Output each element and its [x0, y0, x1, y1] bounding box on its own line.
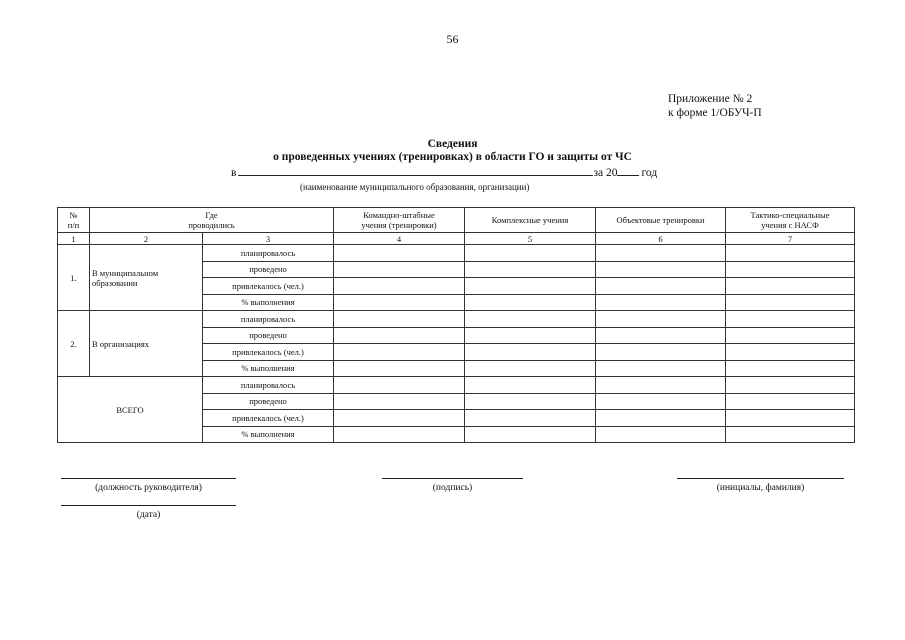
data-cell[interactable]	[465, 360, 596, 377]
year-suffix: год	[641, 167, 658, 179]
data-cell[interactable]	[334, 311, 465, 328]
name-signature-line[interactable]	[677, 478, 844, 479]
column-number: 6	[596, 233, 726, 245]
row-place: В организациях	[90, 311, 203, 377]
data-cell[interactable]	[465, 344, 596, 361]
row-label: проведено	[203, 327, 334, 344]
data-cell[interactable]	[726, 426, 855, 443]
row-index: 1.	[58, 245, 90, 311]
data-cell[interactable]	[726, 377, 855, 394]
table-row	[58, 311, 855, 328]
data-cell[interactable]	[334, 261, 465, 278]
header-complex: Комплексные учения	[465, 208, 596, 233]
data-cell[interactable]	[334, 410, 465, 427]
data-cell[interactable]	[465, 426, 596, 443]
row-label: % выполнения	[203, 294, 334, 311]
document-subtitle: о проведенных учениях (тренировках) в области ГО и защиты от ЧС	[273, 151, 632, 163]
data-cell[interactable]	[465, 261, 596, 278]
column-number: 5	[465, 233, 596, 245]
prefix-text: в	[231, 167, 237, 179]
data-cell[interactable]	[596, 344, 726, 361]
data-cell[interactable]	[726, 245, 855, 262]
data-cell[interactable]	[334, 426, 465, 443]
data-cell[interactable]	[334, 377, 465, 394]
header-object: Объектовые тренировки	[596, 208, 726, 233]
data-cell[interactable]	[465, 245, 596, 262]
data-cell[interactable]	[334, 245, 465, 262]
data-cell[interactable]	[596, 245, 726, 262]
data-cell[interactable]	[726, 327, 855, 344]
page-number: 56	[446, 32, 459, 46]
row-label: планировалось	[203, 311, 334, 328]
data-cell[interactable]	[726, 278, 855, 295]
data-cell[interactable]	[465, 278, 596, 295]
data-cell[interactable]	[596, 311, 726, 328]
data-cell[interactable]	[596, 278, 726, 295]
date-signature-line[interactable]	[61, 505, 236, 506]
signature-line[interactable]	[382, 478, 523, 479]
data-cell[interactable]	[596, 393, 726, 410]
organization-hint: (наименование муниципального образования, организации)	[300, 182, 530, 192]
appendix-line-2: к форме 1/ОБУЧ-П	[668, 107, 762, 119]
data-cell[interactable]	[726, 261, 855, 278]
data-cell[interactable]	[726, 410, 855, 427]
data-cell[interactable]	[465, 393, 596, 410]
data-cell[interactable]	[596, 294, 726, 311]
header-row	[58, 208, 855, 233]
organization-line	[231, 166, 657, 179]
data-cell[interactable]	[334, 344, 465, 361]
data-cell[interactable]	[596, 261, 726, 278]
appendix-line-1: Приложение № 2	[668, 93, 753, 105]
column-number: 1	[58, 233, 90, 245]
row-index: 2.	[58, 311, 90, 377]
data-cell[interactable]	[465, 294, 596, 311]
data-cell[interactable]	[726, 311, 855, 328]
header-no: № п/п	[58, 208, 90, 233]
row-total: ВСЕГО	[58, 377, 203, 443]
column-number-row	[58, 233, 855, 245]
column-number: 3	[203, 233, 334, 245]
row-label: привлекалось (чел.)	[203, 278, 334, 295]
name-caption: (инициалы, фамилия)	[716, 483, 805, 493]
data-cell[interactable]	[334, 393, 465, 410]
row-label: планировалось	[203, 377, 334, 394]
table-row	[58, 245, 855, 262]
date-caption: (дата)	[136, 510, 161, 520]
data-cell[interactable]	[334, 294, 465, 311]
header-where: Где проводились	[90, 208, 334, 233]
position-signature-line[interactable]	[61, 478, 236, 479]
data-cell[interactable]	[465, 327, 596, 344]
signature-caption: (подпись)	[432, 483, 473, 493]
data-cell[interactable]	[465, 410, 596, 427]
document-title: Сведения	[427, 138, 478, 150]
column-number: 4	[334, 233, 465, 245]
row-label: планировалось	[203, 245, 334, 262]
header-tactical: Тактико-специальные учения с НАСФ	[726, 208, 855, 233]
data-cell[interactable]	[465, 377, 596, 394]
year-blank[interactable]	[617, 166, 639, 176]
data-cell[interactable]	[334, 360, 465, 377]
column-number: 7	[726, 233, 855, 245]
data-cell[interactable]	[596, 426, 726, 443]
year-prefix: за 20	[593, 167, 618, 179]
data-cell[interactable]	[465, 311, 596, 328]
data-cell[interactable]	[596, 360, 726, 377]
report-table	[57, 207, 855, 443]
data-cell[interactable]	[334, 327, 465, 344]
position-caption: (должность руководителя)	[95, 483, 202, 493]
row-label: % выполнения	[203, 426, 334, 443]
organization-blank[interactable]	[238, 166, 593, 176]
data-cell[interactable]	[596, 327, 726, 344]
data-cell[interactable]	[596, 377, 726, 394]
header-command-staff: Командно-штабные учения (тренировки)	[334, 208, 465, 233]
row-place: В муниципальном образовании	[90, 245, 203, 311]
data-cell[interactable]	[334, 278, 465, 295]
data-cell[interactable]	[726, 294, 855, 311]
row-label: проведено	[203, 393, 334, 410]
row-label: проведено	[203, 261, 334, 278]
table-row	[58, 377, 855, 394]
data-cell[interactable]	[596, 410, 726, 427]
row-label: % выполнения	[203, 360, 334, 377]
data-cell[interactable]	[726, 393, 855, 410]
column-number: 2	[90, 233, 203, 245]
appendix-note	[668, 92, 762, 120]
row-label: привлекалось (чел.)	[203, 410, 334, 427]
data-cell[interactable]	[726, 360, 855, 377]
row-label: привлекалось (чел.)	[203, 344, 334, 361]
data-cell[interactable]	[726, 344, 855, 361]
